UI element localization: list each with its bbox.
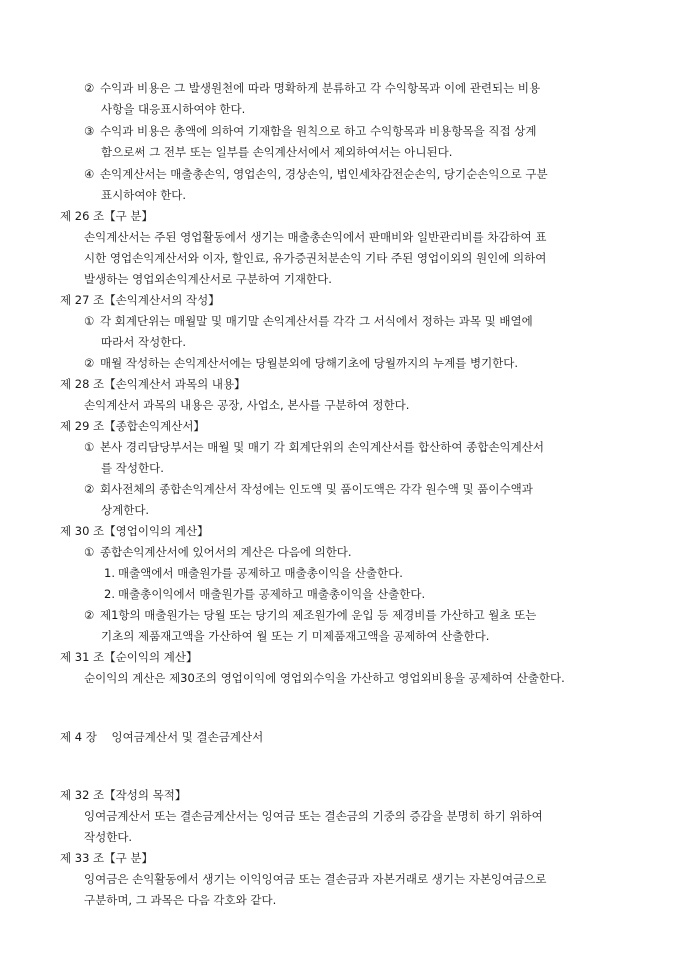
list-item — [84, 120, 536, 142]
item-text: 제1항의 매출원가는 당월 또는 당기의 제조원가에 운입 등 제경비를 가산하고 월초 또는 — [100, 608, 537, 622]
list-item — [84, 541, 352, 563]
paragraph-line: 발생하는 영업외손익계산서로 구분하여 기재한다. — [84, 272, 332, 286]
list-item — [84, 77, 540, 99]
article-heading: 제 26 조【구 분】 — [60, 209, 154, 223]
item-text: 종합손익계산서에 있어서의 계산은 다음에 의한다. — [100, 545, 352, 559]
item-marker: ① — [84, 314, 95, 328]
list-item — [84, 163, 548, 185]
item-text: 손익계산서는 매출총손익, 영업손익, 경상손익, 법인세차감전순손익, 당기순손익으로 구분 — [100, 167, 548, 181]
continuation-line — [101, 98, 245, 120]
chapter-heading: 제 4 장 잉여금계산서 및 결손금계산서 — [60, 730, 264, 744]
continuation-line: 따라서 작성한다. — [101, 335, 187, 349]
item-marker: ② — [84, 81, 95, 95]
continuation-line: 상계한다. — [101, 503, 150, 517]
sub-item — [104, 562, 403, 584]
item-text: 매출총이익에서 매출원가를 공제하고 매출총이익을 산출한다. — [118, 587, 426, 601]
item-text: 수익과 비용은 총액에 의하여 기재함을 원칙으로 하고 수익항목과 비용항목을 직접 상계 — [100, 124, 537, 138]
item-text: 회사전체의 종합손익계산서 작성에는 인도액 및 품이도액은 각각 원수액 및 품이수액과 — [100, 482, 533, 496]
sub-item-number: 2. — [104, 587, 115, 601]
item-text: 본사 경리담당부서는 매월 및 매기 각 회계단위의 손익계산서를 합산하여 종합손익계산서 — [100, 440, 544, 454]
item-marker: ④ — [84, 167, 95, 181]
continuation-line: 기초의 제품재고액을 가산하여 월 또는 기 미제품재고액을 공제하여 산출한다. — [101, 629, 490, 643]
item-text: 사항을 대응표시하여야 한다. — [101, 102, 246, 116]
item-text: 수익과 비용은 그 발생원천에 따라 명확하게 분류하고 각 수익항목과 이에 관련되는 비용 — [100, 81, 541, 95]
paragraph-line: 순이익의 계산은 제30조의 영업이익에 영업외수익을 가산하고 영업외비용을 공제하여 산출한다. — [84, 671, 565, 685]
paragraph-line: 잉여금은 손익활동에서 생기는 이익잉여금 또는 결손금과 자본거래로 생기는 자본잉여금으로 — [84, 872, 547, 886]
item-text: 매출액에서 매출원가를 공제하고 매출총이익을 산출한다. — [118, 566, 403, 580]
article-heading: 제 28 조【손익계산서 과목의 내용】 — [60, 377, 246, 391]
item-marker: ② — [84, 482, 95, 496]
article-heading: 제 29 조【종합손익계산서】 — [60, 419, 205, 433]
item-text: 함으로써 그 전부 또는 일부를 손익계산서에서 제외하여서는 아니된다. — [101, 145, 453, 159]
list-item — [84, 310, 533, 332]
paragraph-line: 시한 영업손익계산서와 이자, 할인료, 유가증권처분손익 기타 주된 영업이외의 원인에 의하여 — [84, 251, 547, 265]
sub-item — [104, 583, 425, 605]
item-text: 각 회계단위는 매월말 및 매기말 손익계산서를 각각 그 서식에서 정하는 과목 및 배열에 — [100, 314, 533, 328]
item-marker: ① — [84, 545, 95, 559]
paragraph-line: 잉여금계산서 또는 결손금계산서는 잉여금 또는 결손금의 기중의 증감을 분명히 하기 위하여 — [84, 809, 543, 823]
item-text: 매월 작성하는 손익계산서에는 당월분외에 당해기초에 당월까지의 누계를 병기한다. — [100, 356, 519, 370]
paragraph-line: 작성한다. — [84, 830, 133, 844]
continuation-line — [101, 141, 452, 163]
article-heading: 제 32 조【작성의 목적】 — [60, 788, 187, 802]
paragraph-line: 구분하며, 그 과목은 다음 각호와 같다. — [84, 893, 277, 907]
sub-item-number: 1. — [104, 566, 115, 580]
list-item — [84, 604, 536, 626]
list-item — [84, 352, 518, 374]
item-marker: ③ — [84, 124, 95, 138]
continuation-line: 를 작성한다. — [101, 461, 164, 475]
article-heading: 제 27 조【손익계산서의 작성】 — [60, 293, 220, 307]
continuation-line — [101, 184, 186, 206]
list-item — [84, 436, 544, 458]
paragraph-line: 손익계산서는 주된 영업활동에서 생기는 매출총손익에서 판매비와 일반관리비를 차감하여 표 — [84, 230, 547, 244]
item-marker: ② — [84, 356, 95, 370]
paragraph-line: 손익계산서 과목의 내용은 공장, 사업소, 본사를 구분하여 정한다. — [84, 398, 410, 412]
article-heading: 제 31 조【순이익의 계산】 — [60, 650, 198, 664]
item-marker: ① — [84, 440, 95, 454]
article-heading: 제 30 조【영업이익의 계산】 — [60, 524, 209, 538]
item-text: 표시하여야 한다. — [101, 188, 187, 202]
item-marker: ② — [84, 608, 95, 622]
article-heading: 제 33 조【구 분】 — [60, 851, 154, 865]
list-item — [84, 478, 533, 500]
